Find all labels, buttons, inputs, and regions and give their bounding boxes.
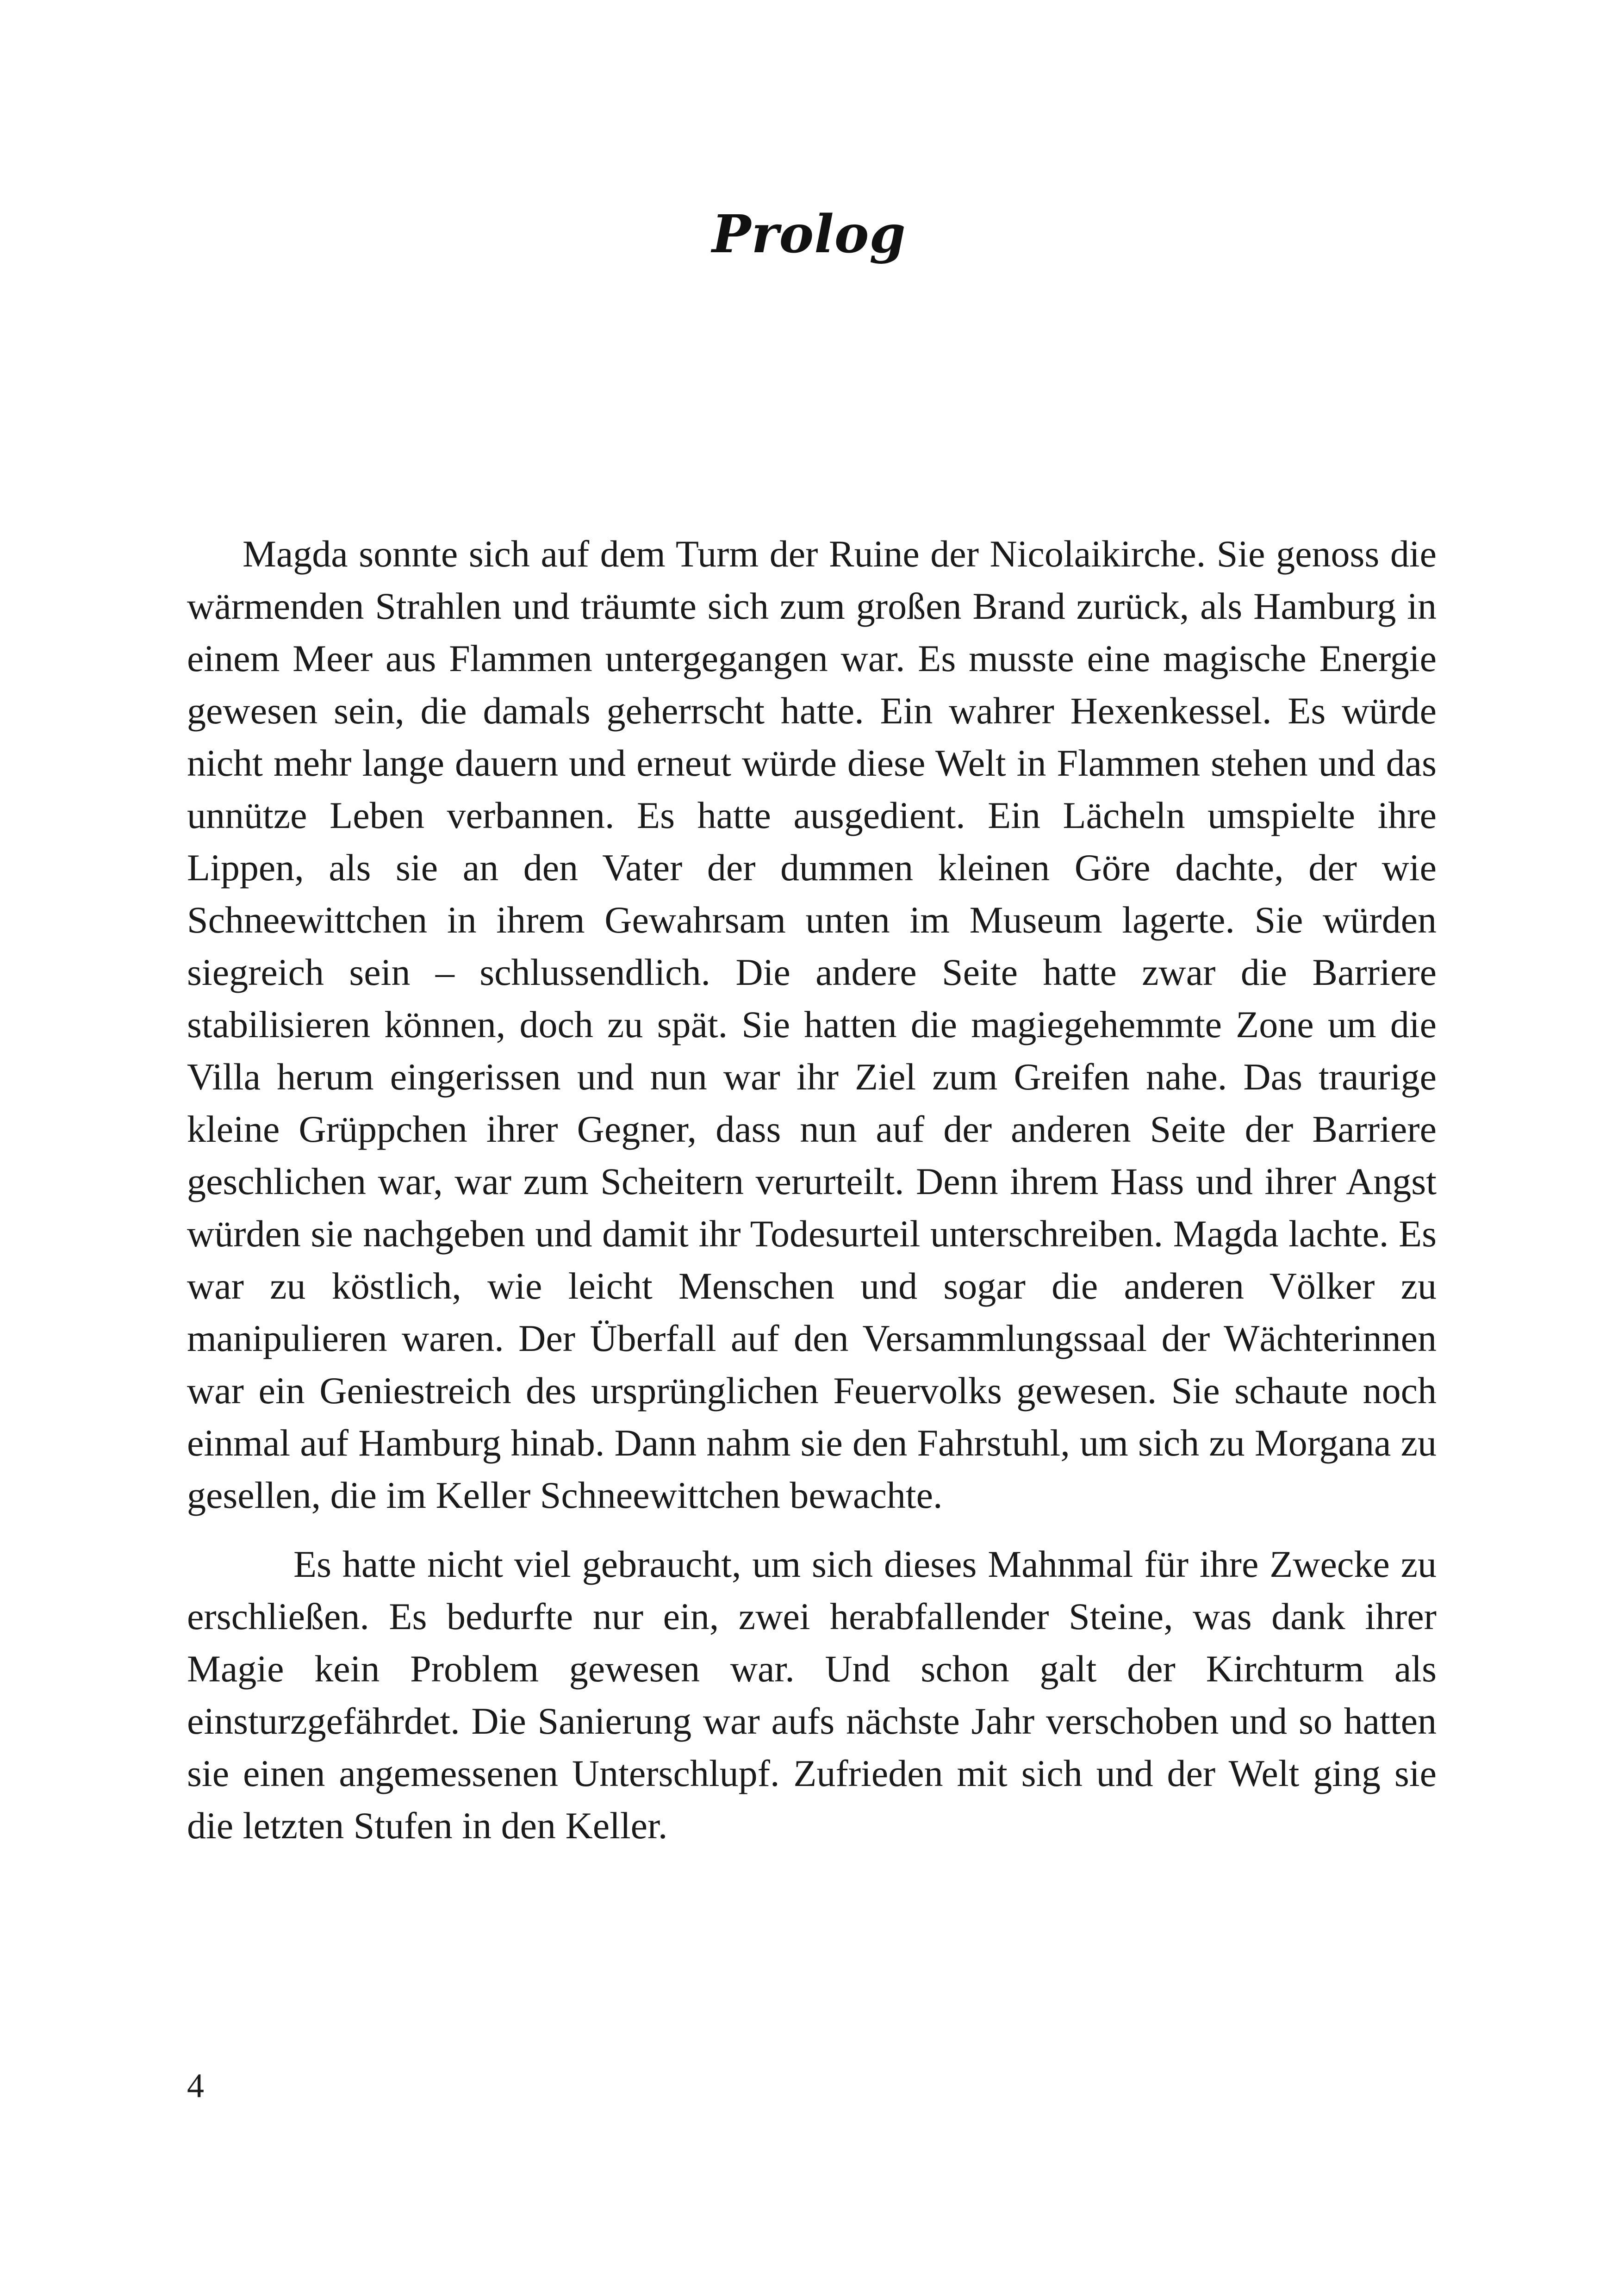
- body-text: [187, 528, 1437, 1852]
- page-number: 4: [187, 2067, 204, 2105]
- paragraph: Magda sonnte sich auf dem Turm der Ruine der Nicolaikirche. Sie genoss die wärmenden Strahlen und träumte sich zum großen Brand zurück, als Hamburg in einem Meer aus Flammen untergegangen war. Es musste eine magische Energie gewesen sein, die damals geherrscht hatte. Ein wahrer Hexenkessel. Es würde nicht mehr lange dauern und erneut würde diese Welt in Flammen stehen und das unnütze Leben verbannen. Es hatte ausgedient. Ein Lächeln umspielte ihre Lippen, als sie an den Vater der dummen kleinen Göre dachte, der wie Schneewittchen in ihrem Gewahrsam unten im Museum lagerte. Sie würden siegreich sein – schlussendlich. Die andere Seite hatte zwar die Barriere stabilisieren können, doch zu spät. Sie hatten die magiegehemmte Zone um die Villa herum eingerissen und nun war ihr Ziel zum Greifen nahe. Das traurige kleine Grüppchen ihrer Gegner, dass nun auf der anderen Seite der Barriere geschlichen war, war zum Scheitern verurteilt. Denn ihrem Hass und ihrer Angst würden sie nachgeben und damit ihr Todesurteil unterschreiben. Magda lachte. Es war zu köstlich, wie leicht Menschen und sogar die anderen Völker zu manipulieren waren. Der Überfall auf den Versammlungssaal der Wächterinnen war ein Geniestreich des ursprünglichen Feuervolks gewesen. Sie schaute noch einmal auf Hamburg hinab. Dann nahm sie den Fahrstuhl, um sich zu Morgana zu gesellen, die im Keller Schneewittchen bewachte.: [187, 533, 1437, 1516]
- chapter-title: Prolog: [712, 204, 906, 265]
- paragraph: Es hatte nicht viel gebraucht, um sich dieses Mahnmal für ihre Zwecke zu erschließen. Es bedurfte nur ein, zwei herabfallender Steine, was dank ihrer Magie kein Problem gewesen war. Und schon galt der Kirchturm als einsturzgefährdet. Die Sanierung war aufs nächste Jahr verschoben und so hatten sie einen angemessenen Unterschlupf. Zufrieden mit sich und der Welt ging sie die letzten Stufen in den Keller.: [187, 1543, 1437, 1847]
